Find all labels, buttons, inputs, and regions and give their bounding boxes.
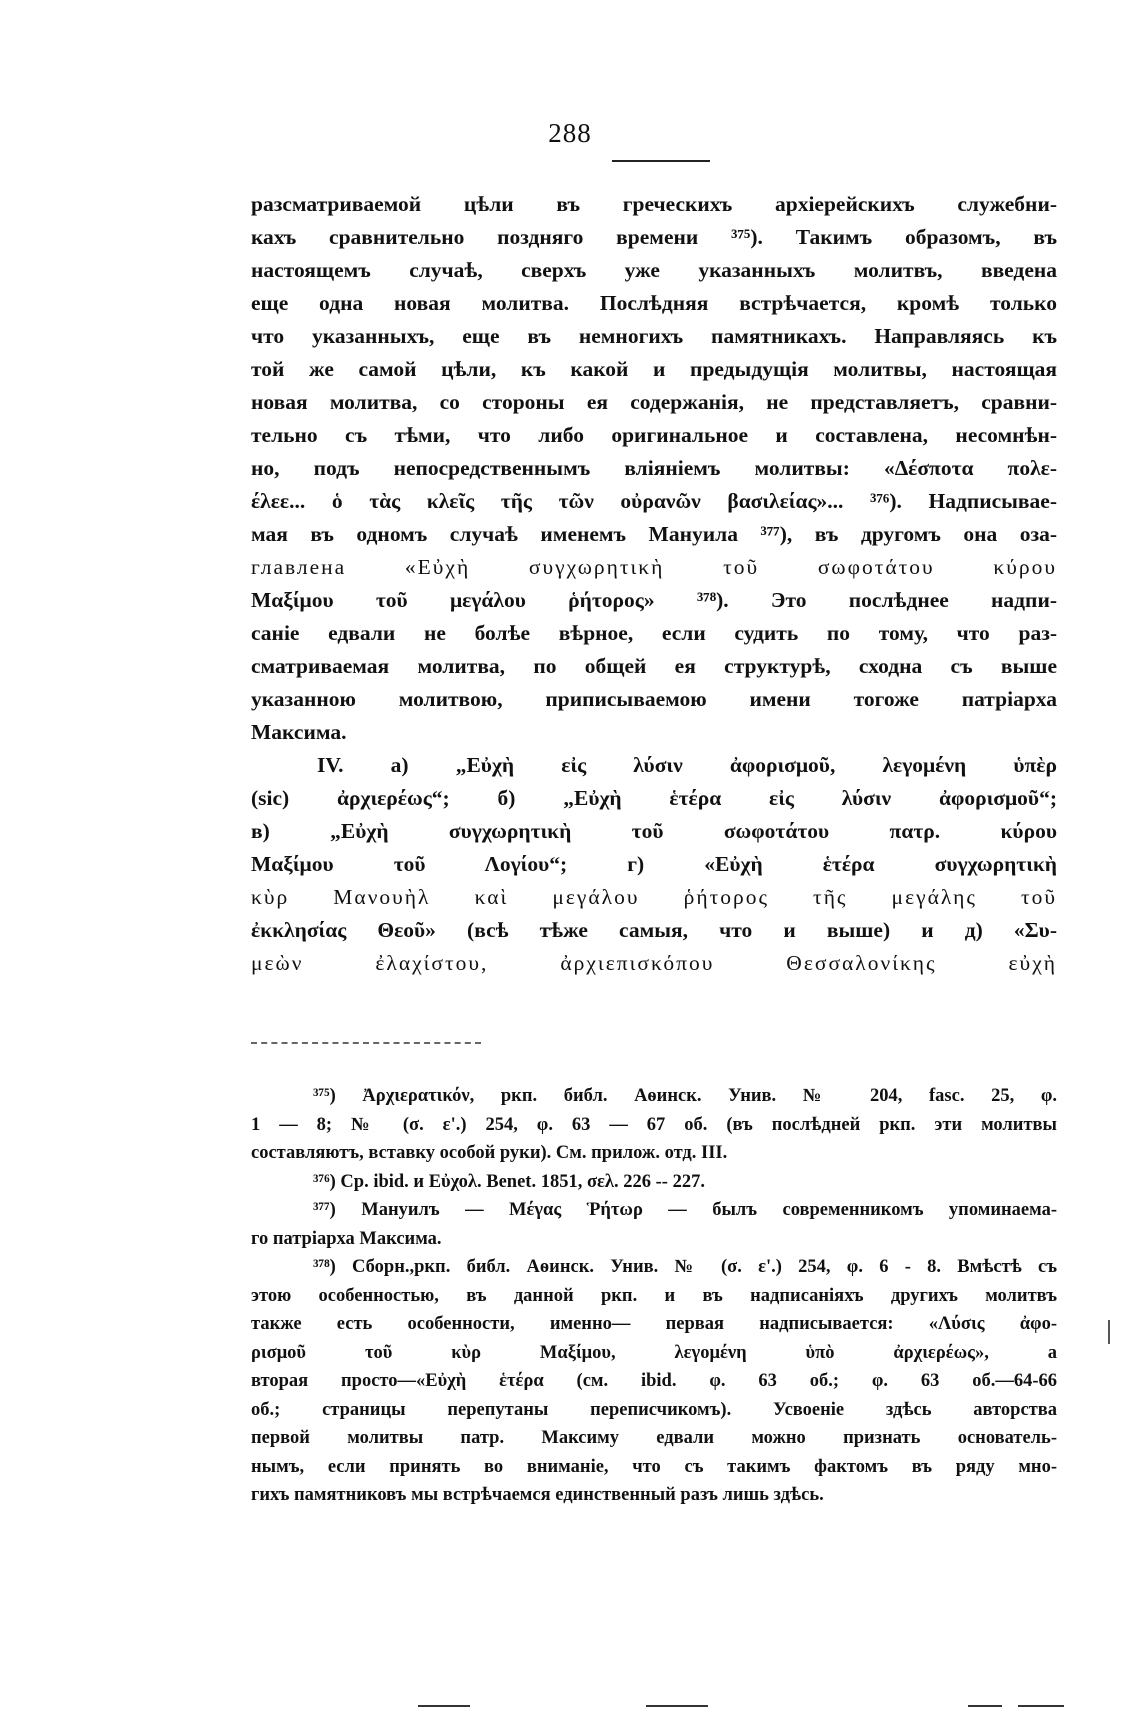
footnote-line: вторая просто—«Εὐχὴ ἑτέρα (см. ibid. φ. 63 об.; φ. 63 об.—64-66 [251, 1371, 1057, 1391]
text-line: тельно съ тѣми, что либо оригинальное и составлена, несомнѣн- [251, 423, 1057, 447]
scan-edge-marks [0, 1705, 1140, 1707]
footnote-separator [251, 1042, 481, 1044]
footnote-line: ³⁷⁸) Сборн.,ркп. библ. Аѳинск. Унив. № (σ. ε'.) 254, φ. 6 - 8. Вмѣстѣ съ [313, 1257, 1057, 1277]
text-line: еще одна новая молитва. Послѣдняя встрѣчается, кромѣ только [251, 291, 1057, 315]
page-number-rule [612, 160, 710, 162]
footnote-line: ³⁷⁷) Мануилъ — Μέγας Ῥήτωρ — былъ современникомъ упоминаема- [313, 1200, 1057, 1220]
text-line: Μαξίμου τοῦ μεγάλου ῥήτορος» ³⁷⁸). Это послѣднее надпи- [251, 588, 1057, 612]
scan-mark [646, 1705, 708, 1707]
footnote-line: ρισμοῦ τοῦ κὺρ Μαξίμου, λεγομένη ὑπὸ ἀρχιερέως», а [251, 1342, 1057, 1363]
footnote-line: ³⁷⁵) Ἀρχιερατικόν, ркп. библ. Аѳинск. Унив. № 204, fasc. 25, φ. [313, 1086, 1057, 1106]
footnote-line: этою особенностью, въ данной ркп. и въ надписаніяхъ другихъ молитвъ [251, 1285, 1057, 1306]
footnote-line: первой молитвы патр. Максиму едвали можно признать основатель- [251, 1428, 1057, 1448]
footnote-line: го патріарха Максима. [251, 1228, 442, 1249]
scan-mark [968, 1705, 1002, 1707]
text-line: но, подъ непосредственнымъ вліяніемъ молитвы: «Δέσποτα πολε- [251, 456, 1057, 480]
text-line: έλεε... ὁ τὰς κλεῖς τῆς τῶν οὐρανῶν βασιλείας»... ³⁷⁶). Надписывае- [251, 489, 1057, 513]
text-line: новая молитва, со стороны ея содержанія, не представляетъ, сравни- [251, 390, 1057, 414]
scan-mark [1018, 1705, 1064, 1707]
text-line: той же самой цѣли, къ какой и предыдущія молитвы, настоящая [251, 357, 1057, 381]
text-line: мая въ одномъ случаѣ именемъ Мануила ³⁷⁷), въ другомъ она оза- [251, 522, 1057, 546]
text-line: разсматриваемой цѣли въ греческихъ архіерейскихъ служебни- [251, 192, 1057, 216]
text-line: μεὼν ἐλαχίστου, ἀρχιεπισκόπου Θεσσαλονίκης εὐχὴ [251, 951, 1057, 975]
footnote-line: об.; страницы перепутаны переписчикомъ). Усвоеніе здѣсь авторства [251, 1399, 1057, 1420]
text-line: сматриваемая молитва, по общей ея структурѣ, сходна съ выше [251, 654, 1057, 678]
page-number: 288 [548, 118, 592, 148]
footnote-line: 1 — 8; № (σ. ε'.) 254, φ. 63 — 67 об. (въ послѣдней ркп. эти молитвы [251, 1114, 1057, 1135]
margin-mark [1108, 1320, 1110, 1344]
text-line: ἐκκλησίας Θεοῦ» (всѣ тѣже самыя, что и выше) и д) «Συ- [251, 918, 1057, 942]
text-line: κὺρ Μανουὴλ καὶ μεγάλου ῥήτορος τῆς μεγάλης τοῦ [251, 885, 1057, 909]
text-line: что указанныхъ, еще въ немногихъ памятникахъ. Направляясь къ [251, 324, 1057, 348]
main-text [251, 188, 1057, 980]
text-line: Максима. [251, 720, 347, 744]
text-line: Μαξίμου τοῦ Λογίου“; г) «Εὐχὴ ἑτέρα συγχωρητικὴ [251, 852, 1057, 876]
text-line: саніе едвали не болѣе вѣрное, если судить по тому, что раз- [251, 621, 1057, 645]
footnote-line: составляютъ, вставку особой руки). См. прилож. отд. III. [251, 1143, 728, 1163]
footnote-line: также есть особенности, именно— первая надписывается: «Λύσις ἀφο- [251, 1314, 1057, 1334]
text-line: IV. а) „Εὐχὴ εἰς λύσιν ἀφορισμοῦ, λεγομένη ὑπὲρ [317, 753, 1057, 777]
text-line: главлена «Εὐχὴ συγχωρητικὴ τοῦ σωφοτάτου κύρου [251, 555, 1057, 579]
footnote-line: ³⁷⁶) Ср. ibid. и Εὐχολ. Benet. 1851, σελ. 226 -- 227. [313, 1171, 705, 1192]
scan-mark [418, 1705, 470, 1707]
text-line: кахъ сравнительно поздняго времени ³⁷⁵). Такимъ образомъ, въ [251, 225, 1057, 249]
footnote-line: гихъ памятниковъ мы встрѣчаемся единственный разъ лишь здѣсь. [251, 1485, 824, 1505]
text-line: в) „Εὐχὴ συγχωρητικὴ τοῦ σωφοτάτου πατρ. κύρου [251, 819, 1057, 843]
text-line: настоящемъ случаѣ, сверхъ уже указанныхъ молитвъ, введена [251, 258, 1057, 282]
text-line: указанною молитвою, приписываемою имени тогоже патріарха [251, 687, 1057, 711]
text-line: (sic) ἀρχιερέως“; б) „Εὐχὴ ἑτέρα εἰς λύσιν ἀφορισμοῦ“; [251, 786, 1057, 810]
footnotes [251, 1082, 1057, 1510]
footnote-line: нымъ, если принять во вниманіе, что съ такимъ фактомъ въ ряду мно- [251, 1456, 1057, 1477]
